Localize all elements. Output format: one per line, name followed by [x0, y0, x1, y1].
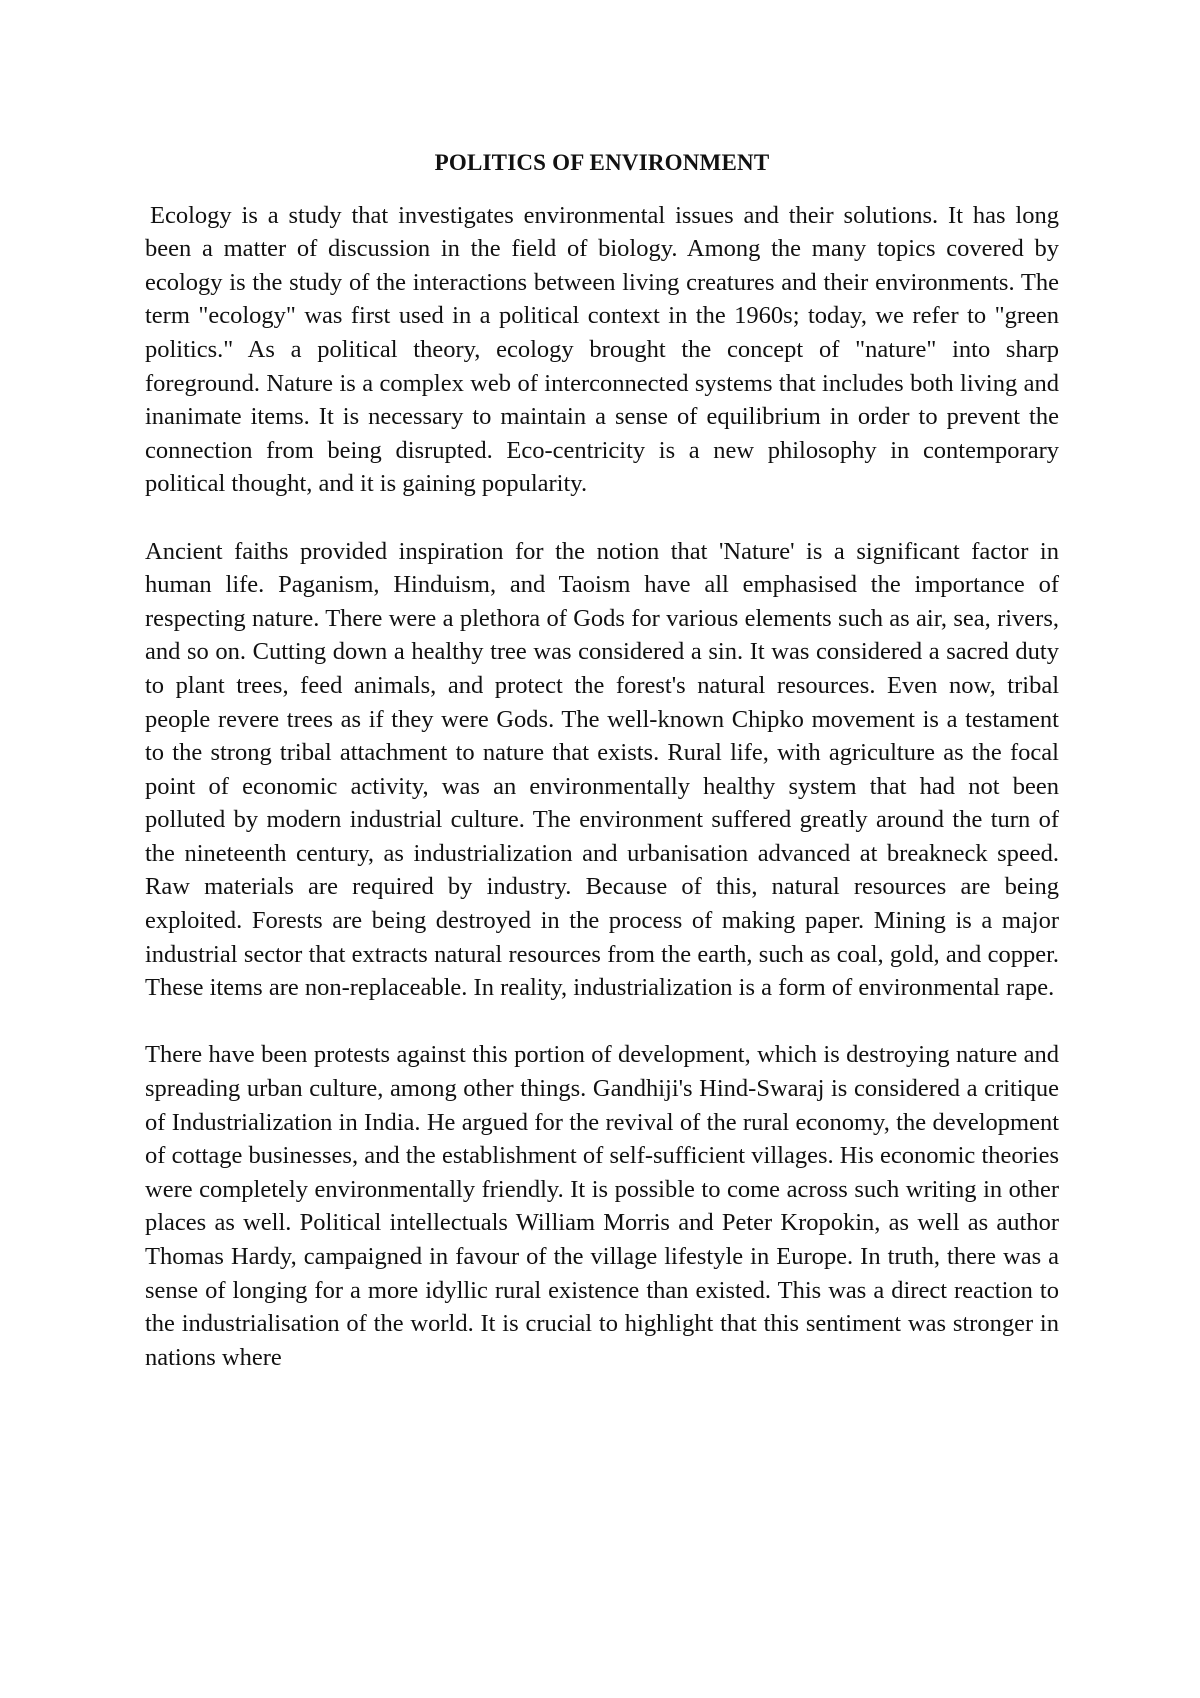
paragraph-ecology: Ecology is a study that investigates environmental issues and their solutions. It has long been a matter of discussion in the field of biology. Among the many topics covered by ecology is the study of the interactions between living creatures and their environments. The term "ecology" was first used in a political context in the 1960s; today, we refer to "green politics." As a political theory, ecology brought the concept of "nature" into sharp foreground. Nature is a complex web of interconnected systems that includes both living and inanimate items. It is necessary to maintain a sense of equilibrium in order to prevent the connection from being disrupted. Eco-centricity is a new philosophy in contemporary political thought, and it is gaining popularity. — [145, 201, 1059, 498]
document-body — [145, 146, 1059, 1374]
paragraph-ancient-faiths: Ancient faiths provided inspiration for the notion that 'Nature' is a significant factor in human life. Paganism, Hinduism, and Taoism have all emphasised the importance of respecting nature. There were a plethora of Gods for various elements such as air, sea, rivers, and so on. Cutting down a healthy tree was considered a sin. It was considered a sacred duty to plant trees, feed animals, and protect the forest's natural resources. Even now, tribal people revere trees as if they were Gods. The well-known Chipko movement is a testament to the strong tribal attachment to nature that exists. Rural life, with agriculture as the focal point of economic activity, was an environmentally healthy system that had not been polluted by modern industrial culture. The environment suffered greatly around the turn of the nineteenth century, as industrialization and urbanisation advanced at breakneck speed. Raw materials are required by industry. Because of this, natural resources are being exploited. Forests are being destroyed in the process of making paper. Mining is a major industrial sector that extracts natural resources from the earth, such as coal, gold, and copper. These items are non-replaceable. In reality, industrialization is a form of environmental rape. — [145, 537, 1059, 1002]
paragraph-protests: There have been protests against this portion of development, which is destroying nature and spreading urban culture, among other things. Gandhiji's Hind-Swaraj is considered a critique of Industrialization in India. He argued for the revival of the rural economy, the development of cottage businesses, and the establishment of self-sufficient villages. His economic theories were completely environmentally friendly. It is possible to come across such writing in other places as well. Political intellectuals William Morris and Peter Kropokin, as well as author Thomas Hardy, campaigned in favour of the village lifestyle in Europe. In truth, there was a sense of longing for a more idyllic rural existence than existed. This was a direct reaction to the industrialisation of the world. It is crucial to highlight that this sentiment was stronger in nations where — [145, 1041, 1059, 1371]
document-title: POLITICS OF ENVIRONMENT — [434, 150, 770, 175]
